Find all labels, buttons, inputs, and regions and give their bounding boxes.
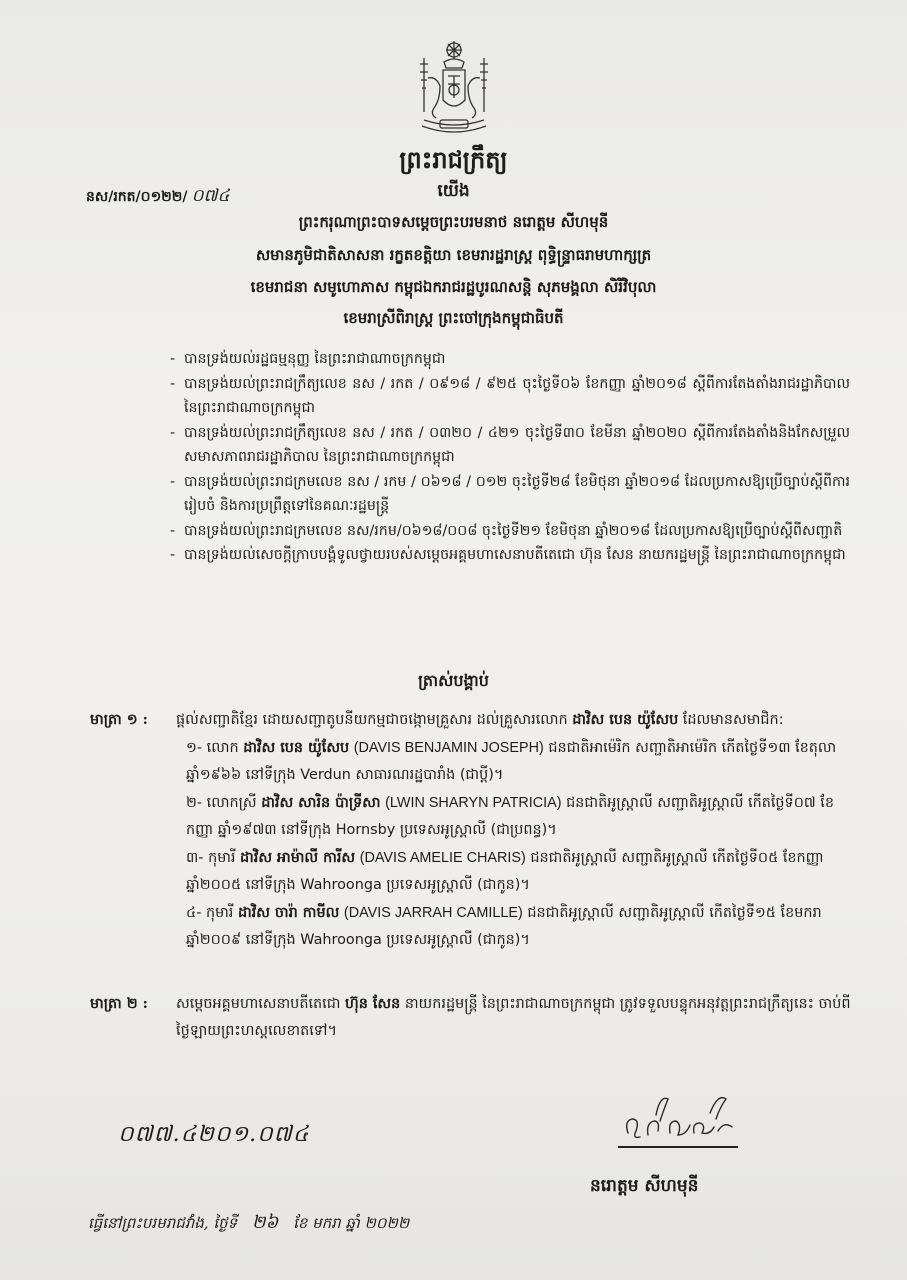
considerations-list	[170, 347, 850, 568]
article-2-label: មាត្រា ២ :	[90, 995, 148, 1012]
article-1-intro-end: ដែលមានសមាជិក:	[682, 712, 784, 728]
document-subtitle: យើង	[437, 181, 470, 201]
signatory-name: នរោត្តម សីហមុនី	[590, 1176, 699, 1196]
royal-signature	[610, 1085, 745, 1155]
signature-line	[618, 1146, 738, 1148]
article-1-intro: ផ្តល់សញ្ជាតិខ្មែរ ដោយសញ្ជាតូបនីយកម្មជាចង្កោមគ្រួសារ ដល់គ្រួសារលោក	[176, 712, 568, 728]
king-title-line-4: ខេមរាស្រីពិរាស្ត្រ ព្រះចៅក្រុងកម្ពុជាធិបតី	[343, 309, 564, 327]
done-at-line	[88, 1210, 409, 1237]
article-2-text: សម្តេចអគ្គមហាសេនាបតីតេជោ	[176, 996, 341, 1012]
consideration-item: - បានទ្រង់យល់ព្រះរាជក្រមលេខ នស / រកម / ០៦១៨ / ០១២ ចុះថ្ងៃទី២៨ ខែមិថុនា ឆ្នាំ២០១៨ ដែលប្រកាសឱ្យប្រើច្បាប់ស្តីពីការរៀបចំ និងការប្រព្រឹត្តទៅនៃគណៈរដ្ឋមន្ត្រី	[170, 473, 850, 514]
family-name: ដាវិស បេន យ៉ូសែប	[572, 711, 679, 728]
done-day: ២៦	[251, 1212, 279, 1233]
article-2	[90, 990, 860, 1045]
article-1-label: មាត្រា ១ :	[90, 711, 148, 728]
consideration-item: - បានទ្រង់យល់ព្រះរាជក្រឹត្យលេខ នស / រកត / ០៩១៨ / ៩២៥ ចុះថ្ងៃទី០៦ ខែកញ្ញា ឆ្នាំ២០១៨ ស្តីពីការតែងតាំងរាជរដ្ឋាភិបាល នៃព្រះរាជាណាចក្រកម្ពុជា	[170, 375, 850, 416]
king-title-line-3: ខេមរាជនា សមូហោភាស កម្ពុជឯករាជរដ្ឋបូរណសន្តិ សុភមង្គលា សិរីវិបុលា	[250, 278, 657, 296]
consideration-item: - បានទ្រង់យល់សេចក្តីក្រាបបង្គំទូលថ្វាយរបស់សម្តេចអគ្គមហាសេនាបតីតេជោ ហ៊ុន សែន នាយករដ្ឋមន្ត្រី នៃព្រះរាជាណាចក្រកម្ពុជា	[170, 547, 846, 563]
done-month-year: ខែ មករា ឆ្នាំ ២០២២	[293, 1214, 410, 1232]
done-at-place: ធ្វើនៅព្រះបរមរាជវាំង, ថ្ងៃទី	[88, 1214, 238, 1232]
reference-handwritten: ០៧៤	[191, 186, 230, 206]
consideration-item: - បានទ្រង់យល់ព្រះរាជក្រឹត្យលេខ នស / រកត / ០៣២០ / ៤២១ ចុះថ្ងៃទី៣០ ខែមីនា ឆ្នាំ២០២០ ស្តីពីការតែងតាំងនិងកែសម្រួលសមាសភាពរាជរដ្ឋាភិបាល នៃព្រះរាជាណាចក្រកម្ពុជា	[170, 424, 850, 465]
family-member: ២- លោកស្រី ដាវិស សារិន ប៉ាទ្រីសា (LWIN SHARYN PATRICIA) ជនជាតិអូស្ត្រាលី សញ្ជាតិអូស្ត្រាលី កើតថ្ងៃទី០៧ ខែកញ្ញា ឆ្នាំ១៩៧៣ នៅទីក្រុង Hornsby ប្រទេសអូស្ត្រាលី (ជាប្រពន្ធ)។	[186, 794, 834, 838]
reference-printed: នស/រកត/០១២២/	[86, 189, 188, 205]
family-member: ១- លោក ដាវិស បេន យ៉ូសែប (DAVIS BENJAMIN JOSEPH) ជនជាតិអាម៉េរិក សញ្ជាតិអាម៉េរិក កើតថ្ងៃទី១៣ ខែតុលា ឆ្នាំ១៩៦៦ នៅទីក្រុង Verdun សាធារណរដ្ឋបារាំង (ជាប្តី)។	[186, 739, 837, 783]
royal-coat-of-arms-icon	[410, 38, 498, 138]
decides-heading: ត្រាស់បង្គាប់	[418, 671, 489, 690]
family-member: ៤- កុមារី ដាវិស ចារ៉ា កាមីល (DAVIS JARRAH CAMILLE) ជនជាតិអូស្ត្រាលី សញ្ជាតិអូស្ត្រាលី កើតថ្ងៃទី១៥ ខែមករា ឆ្នាំ២០០៩ នៅទីក្រុង Wahroonga ប្រទេសអូស្ត្រាលី (ជាកូន)។	[186, 904, 822, 948]
prime-minister-name: ហ៊ុន សែន	[345, 995, 401, 1012]
king-title-line-2: សមានភូមិជាតិសាសនា រក្ខតខត្តិយា ខេមរារដ្ឋរាស្ត្រ ពុទ្ធិន្ទ្រាធរាមហាក្សត្រ	[255, 246, 652, 264]
family-member: ៣- កុមារី ដាវិស អាម៉ាលី ការីស (DAVIS AMELIE CHARIS) ជនជាតិអូស្ត្រាលី សញ្ជាតិអូស្ត្រាលី កើតថ្ងៃទី០៥ ខែកញ្ញា ឆ្នាំ២០០៥ នៅទីក្រុង Wahroonga ប្រទេសអូស្ត្រាលី (ជាកូន)។	[186, 849, 824, 893]
consideration-item: - បានទ្រង់យល់ព្រះរាជក្រមលេខ នស/រកម/០៦១៨/០០៨ ចុះថ្ងៃទី២១ ខែមិថុនា ឆ្នាំ២០១៨ ដែលប្រកាសឱ្យប្រើច្បាប់ស្តីពីសញ្ជាតិ	[170, 522, 843, 539]
article-2-text-end: នាយករដ្ឋមន្ត្រី នៃព្រះរាជាណាចក្រកម្ពុជា ត្រូវទទួលបន្ទុកអនុវត្តព្រះរាជក្រឹត្យនេះ ចាប់ពីថ្ងៃឡាយព្រះហស្តលេខាតទៅ។	[176, 996, 851, 1039]
king-title-line-1: ព្រះករុណាព្រះបាទសម្តេចព្រះបរមនាថ នរោត្តម សីហមុនី	[298, 213, 609, 231]
document-title: ព្រះរាជក្រឹត្យ	[399, 145, 508, 174]
handwritten-registration-number: ០៧៧.៤២០១.០៧៤	[118, 1122, 310, 1147]
consideration-item: - បានទ្រង់យល់រដ្ឋធម្មនុញ្ញ នៃព្រះរាជាណាចក្រកម្ពុជា	[170, 351, 446, 367]
article-1	[90, 706, 860, 954]
